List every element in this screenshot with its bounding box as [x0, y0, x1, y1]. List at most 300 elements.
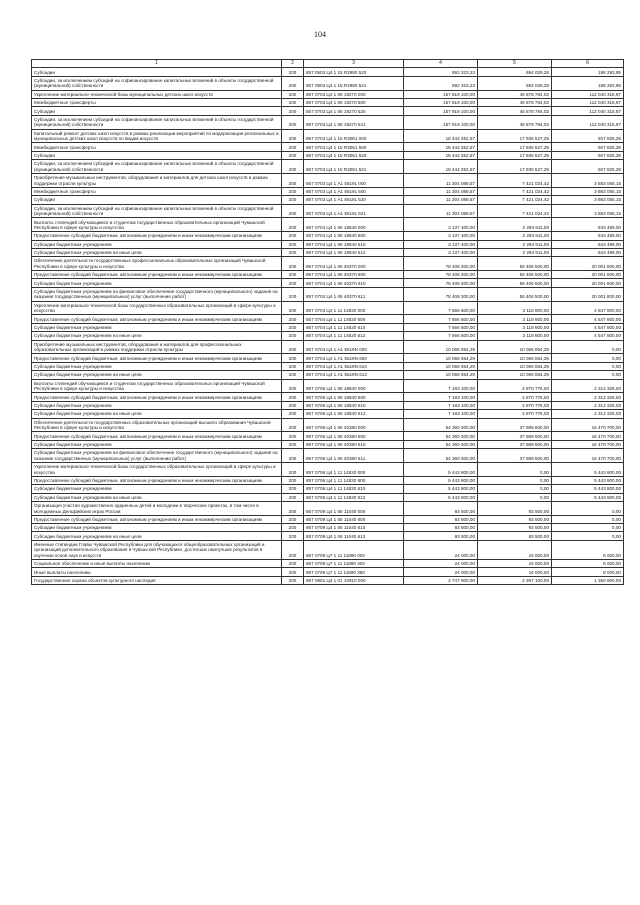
table-row	[32, 362, 624, 370]
table-row	[32, 240, 624, 248]
row-executed-amount-cell: 93 500,00	[478, 515, 552, 523]
row-code-cell: 200	[282, 129, 304, 143]
row-unexecuted-amount-cell: 843 489,00	[552, 232, 624, 240]
row-executed-amount-cell: 16 000,00	[478, 560, 552, 568]
row-code-cell: 200	[282, 279, 304, 287]
row-unexecuted-amount-cell: 0,00	[552, 340, 624, 354]
row-name-cell: Субсидии бюджетным учреждениям	[32, 240, 282, 248]
column-number-2: 2	[282, 60, 304, 68]
row-executed-amount-cell: 3 118 800,00	[478, 301, 552, 315]
row-code-cell: 200	[282, 371, 304, 379]
row-approved-amount-cell: 54 360 300,00	[404, 440, 478, 448]
row-approved-amount-cell: 5 443 800,00	[404, 462, 478, 476]
row-approved-amount-cell: 93 500,00	[404, 524, 478, 532]
row-executed-amount-cell: 37 889 600,00	[478, 432, 552, 440]
row-code-cell: 200	[282, 287, 304, 301]
row-budget-classification-cell: 857 0704 Ц4 1 06 18840 610	[304, 240, 404, 248]
row-unexecuted-amount-cell: 5 443 800,00	[552, 462, 624, 476]
table-row	[32, 476, 624, 484]
row-budget-classification-cell: 857 0703 Ц4 1 А1 5519L 500	[304, 187, 404, 195]
row-budget-classification-cell: 857 0801 Ц4 1 01 10910 000	[304, 576, 404, 584]
table-row	[32, 418, 624, 432]
row-unexecuted-amount-cell: 843 489,00	[552, 248, 624, 256]
table-row	[32, 248, 624, 256]
row-code-cell: 200	[282, 204, 304, 218]
row-code-cell: 200	[282, 332, 304, 340]
table-row	[32, 485, 624, 493]
row-approved-amount-cell: 10 066 064,29	[404, 362, 478, 370]
row-unexecuted-amount-cell: 20 001 800,00	[552, 279, 624, 287]
row-code-cell: 200	[282, 218, 304, 232]
row-budget-classification-cell: 857 0703 Ц4 1 06 19270 521	[304, 115, 404, 129]
row-approved-amount-cell: 10 066 064,29	[404, 371, 478, 379]
row-approved-amount-cell: 5 443 800,00	[404, 476, 478, 484]
row-executed-amount-cell: 58 406 500,00	[478, 271, 552, 279]
row-approved-amount-cell: 7 666 600,00	[404, 315, 478, 323]
row-executed-amount-cell: 3 118 800,00	[478, 332, 552, 340]
row-name-cell: Предоставление субсидий бюджетным, автономным учреждениям и иным некоммерческим организациям	[32, 515, 282, 523]
row-approved-amount-cell: 78 408 300,00	[404, 279, 478, 287]
table-row	[32, 532, 624, 540]
row-name-cell: Выплаты стипендий обучающимся и студентам государственных образовательных организаций Чувашской Республики в сфере культуры и искусства	[32, 218, 282, 232]
row-executed-amount-cell: 58 406 500,00	[478, 287, 552, 301]
row-executed-amount-cell: 93 500,00	[478, 524, 552, 532]
row-unexecuted-amount-cell: 16 470 700,00	[552, 432, 624, 440]
row-executed-amount-cell: 4 870 775,00	[478, 379, 552, 393]
row-approved-amount-cell: 93 500,00	[404, 515, 478, 523]
row-code-cell: 200	[282, 196, 304, 204]
row-name-cell: Обеспечение деятельности государственных профессиональных образовательных организаций Чувашской Республики в сфере культуры и искусства	[32, 257, 282, 271]
row-code-cell: 200	[282, 410, 304, 418]
row-unexecuted-amount-cell: 4 547 800,00	[552, 323, 624, 331]
row-approved-amount-cell: 10 066 064,29	[404, 354, 478, 362]
row-name-cell: Субсидии, за исключением субсидий на софинансирование капитальных вложений в объекты государственной (муниципальной) собственности	[32, 160, 282, 174]
row-budget-classification-cell: 857 0709 Ц7 1 11 11890 300	[304, 560, 404, 568]
row-unexecuted-amount-cell: 843 489,00	[552, 218, 624, 232]
row-executed-amount-cell: 37 889 600,00	[478, 418, 552, 432]
row-code-cell: 200	[282, 76, 304, 90]
row-approved-amount-cell: 78 408 300,00	[404, 257, 478, 271]
column-number-header-row	[32, 60, 624, 68]
row-approved-amount-cell: 24 000,00	[404, 568, 478, 576]
row-approved-amount-cell: 11 304 089,57	[404, 173, 478, 187]
row-code-cell: 200	[282, 257, 304, 271]
row-approved-amount-cell: 18 444 352,57	[404, 151, 478, 159]
column-number-3: 3	[304, 60, 404, 68]
row-approved-amount-cell: 18 444 352,57	[404, 160, 478, 174]
table-row	[32, 524, 624, 532]
row-executed-amount-cell: 694 029,28	[478, 76, 552, 90]
row-name-cell: Укрепление материально-технической базы муниципальных детских школ искусств	[32, 90, 282, 98]
table-row	[32, 76, 624, 90]
row-code-cell: 200	[282, 540, 304, 559]
row-name-cell: Предоставление субсидий бюджетным, автономным учреждениям и иным некоммерческим организациям	[32, 271, 282, 279]
row-approved-amount-cell: 7 666 600,00	[404, 323, 478, 331]
row-code-cell: 200	[282, 232, 304, 240]
row-name-cell: Капитальный ремонт детских школ искусств в рамках реализации мероприятий по модернизации региональных и муниципальных детских школ искусств по видам искусств	[32, 129, 282, 143]
table-row	[32, 160, 624, 174]
table-row	[32, 232, 624, 240]
row-unexecuted-amount-cell: 3 883 065,15	[552, 173, 624, 187]
row-name-cell: Субсидии	[32, 151, 282, 159]
row-executed-amount-cell: 58 406 500,00	[478, 279, 552, 287]
row-name-cell: Субсидии, за исключением субсидий на софинансирование капитальных вложений в объекты государственной (муниципальной) собственности	[32, 76, 282, 90]
row-approved-amount-cell: 5 443 800,00	[404, 485, 478, 493]
row-budget-classification-cell: 857 0703 Ц4 1 15 R3061 500	[304, 143, 404, 151]
row-approved-amount-cell: 3 137 400,00	[404, 218, 478, 232]
row-unexecuted-amount-cell: 8 000,00	[552, 540, 624, 559]
row-budget-classification-cell: 857 0703 Ц4 1 15 R3061 520	[304, 151, 404, 159]
row-executed-amount-cell: 16 000,00	[478, 568, 552, 576]
row-budget-classification-cell: 857 0703 Ц4 1 06 19270 000	[304, 90, 404, 98]
row-budget-classification-cell: 857 0503 Ц4 1 15 R2990 521	[304, 76, 404, 90]
table-row	[32, 143, 624, 151]
row-name-cell: Субсидии бюджетным учреждениям на иные цели	[32, 332, 282, 340]
row-name-cell: Субсидии бюджетным учреждениям на иные цели	[32, 371, 282, 379]
row-approved-amount-cell: 892 323,23	[404, 76, 478, 90]
row-unexecuted-amount-cell: 8 000,00	[552, 560, 624, 568]
row-unexecuted-amount-cell: 2 312 325,00	[552, 379, 624, 393]
row-approved-amount-cell: 54 360 300,00	[404, 449, 478, 463]
row-budget-classification-cell: 857 0704 Ц4 1 06 40370 000	[304, 257, 404, 271]
row-unexecuted-amount-cell: 2 312 325,00	[552, 401, 624, 409]
row-code-cell: 200	[282, 418, 304, 432]
row-approved-amount-cell: 7 183 100,00	[404, 393, 478, 401]
table-row	[32, 107, 624, 115]
row-executed-amount-cell: 2 293 911,00	[478, 240, 552, 248]
row-budget-classification-cell: 857 0703 Ц4 1 15 R3061 000	[304, 129, 404, 143]
row-code-cell: 200	[282, 501, 304, 515]
row-executed-amount-cell: 93 500,00	[478, 532, 552, 540]
row-budget-classification-cell: 857 0704 Ц4 1 06 18840 600	[304, 232, 404, 240]
row-executed-amount-cell: 10 066 064,29	[478, 354, 552, 362]
row-budget-classification-cell: 857 0703 Ц4 1 А1 5519L 521	[304, 204, 404, 218]
row-name-cell: Именные стипендии Главы Чувашской Республики для обучающихся общеобразовательных организаций и организаций дополнительного образования в Чувашской Республике, достигших наилучших результатов в изучении основ наук и искусств	[32, 540, 282, 559]
row-code-cell: 200	[282, 143, 304, 151]
row-budget-classification-cell: 857 0706 Ц4 1 06 40380 610	[304, 440, 404, 448]
row-executed-amount-cell: 4 870 775,00	[478, 410, 552, 418]
row-executed-amount-cell: 0,00	[478, 485, 552, 493]
row-budget-classification-cell: 857 0704 Ц4 1 11 14820 610	[304, 323, 404, 331]
row-unexecuted-amount-cell: 2 312 325,00	[552, 393, 624, 401]
table-row	[32, 515, 624, 523]
table-row	[32, 410, 624, 418]
row-code-cell: 200	[282, 187, 304, 195]
row-name-cell: Субсидии, за исключением субсидий на софинансирование капитальных вложений в объекты государственной (муниципальной) собственности	[32, 204, 282, 218]
row-executed-amount-cell: 2 293 911,00	[478, 248, 552, 256]
row-budget-classification-cell: 857 0503 Ц4 1 15 R2990 520	[304, 68, 404, 76]
row-name-cell: Субсидии бюджетным учреждениям	[32, 279, 282, 287]
row-name-cell: Приобретение музыкальных инструментов, оборудования и материалов для детских школ искусств в рамках поддержки отрасли культуры	[32, 173, 282, 187]
row-unexecuted-amount-cell: 1 350 800,00	[552, 576, 624, 584]
row-name-cell: Субсидии бюджетным учреждениям на иные цели	[32, 410, 282, 418]
row-code-cell: 200	[282, 354, 304, 362]
row-name-cell: Субсидии бюджетным учреждениям	[32, 485, 282, 493]
table-row	[32, 340, 624, 354]
row-budget-classification-cell: 857 0704 Ц4 1 06 18840 612	[304, 248, 404, 256]
row-code-cell: 200	[282, 524, 304, 532]
row-approved-amount-cell: 7 666 600,00	[404, 332, 478, 340]
row-budget-classification-cell: 857 0706 Ц4 1 06 40380 000	[304, 418, 404, 432]
row-unexecuted-amount-cell: 3 883 065,15	[552, 196, 624, 204]
row-budget-classification-cell: 857 0706 Ц4 1 11 14820 610	[304, 485, 404, 493]
row-code-cell: 200	[282, 362, 304, 370]
row-code-cell: 200	[282, 151, 304, 159]
row-executed-amount-cell: 4 870 775,00	[478, 393, 552, 401]
row-code-cell: 200	[282, 315, 304, 323]
row-name-cell: Приобретение музыкальных инструментов, оборудования и материалов для профессиональных образовательных организаций в рамках поддержки отрасли культуры	[32, 340, 282, 354]
row-budget-classification-cell: 857 0706 Ц4 1 06 40380 611	[304, 449, 404, 463]
row-budget-classification-cell: 857 0709 Ц7 1 11 11890 000	[304, 540, 404, 559]
row-code-cell: 200	[282, 173, 304, 187]
table-row	[32, 462, 624, 476]
row-executed-amount-cell: 10 066 064,29	[478, 362, 552, 370]
table-row	[32, 287, 624, 301]
row-unexecuted-amount-cell: 507 825,28	[552, 151, 624, 159]
table-row	[32, 204, 624, 218]
row-code-cell: 200	[282, 160, 304, 174]
row-budget-classification-cell: 857 0704 Ц4 1 06 40370 610	[304, 279, 404, 287]
row-name-cell: Межбюджетные трансферты	[32, 187, 282, 195]
row-approved-amount-cell: 157 919 100,00	[404, 115, 478, 129]
row-unexecuted-amount-cell: 0,00	[552, 371, 624, 379]
row-approved-amount-cell: 3 137 400,00	[404, 232, 478, 240]
row-executed-amount-cell: 93 500,00	[478, 501, 552, 515]
table-row	[32, 493, 624, 501]
table-row	[32, 568, 624, 576]
row-code-cell: 200	[282, 90, 304, 98]
row-budget-classification-cell: 857 0704 Ц4 1 А1 5519N 000	[304, 340, 404, 354]
row-executed-amount-cell: 2 397 100,00	[478, 576, 552, 584]
row-executed-amount-cell: 17 936 527,29	[478, 129, 552, 143]
row-approved-amount-cell: 24 000,00	[404, 560, 478, 568]
row-executed-amount-cell: 0,00	[478, 493, 552, 501]
row-executed-amount-cell: 4 870 775,00	[478, 401, 552, 409]
row-approved-amount-cell: 7 183 100,00	[404, 410, 478, 418]
row-budget-classification-cell: 857 0704 Ц4 1 06 40370 611	[304, 287, 404, 301]
row-code-cell: 200	[282, 271, 304, 279]
row-name-cell: Предоставление субсидий бюджетным, автономным учреждениям и иным некоммерческим организациям	[32, 354, 282, 362]
row-executed-amount-cell: 17 936 527,29	[478, 160, 552, 174]
row-code-cell: 200	[282, 485, 304, 493]
table-row	[32, 354, 624, 362]
row-code-cell: 200	[282, 560, 304, 568]
row-unexecuted-amount-cell: 112 040 315,97	[552, 98, 624, 106]
row-code-cell: 200	[282, 240, 304, 248]
row-approved-amount-cell: 3 137 400,00	[404, 240, 478, 248]
row-unexecuted-amount-cell: 4 547 800,00	[552, 332, 624, 340]
row-budget-classification-cell: 857 0704 Ц4 1 06 40370 600	[304, 271, 404, 279]
table-row	[32, 90, 624, 98]
table-row	[32, 315, 624, 323]
row-approved-amount-cell: 157 919 100,00	[404, 90, 478, 98]
row-unexecuted-amount-cell: 16 470 700,00	[552, 449, 624, 463]
row-approved-amount-cell: 54 360 300,00	[404, 418, 478, 432]
row-unexecuted-amount-cell: 112 040 315,97	[552, 107, 624, 115]
table-row	[32, 379, 624, 393]
row-unexecuted-amount-cell: 20 001 800,00	[552, 271, 624, 279]
row-approved-amount-cell: 3 747 900,00	[404, 576, 478, 584]
row-name-cell: Предоставление субсидий бюджетным, автономным учреждениям и иным некоммерческим организациям	[32, 232, 282, 240]
row-name-cell: Выплаты стипендий обучающимся и студентам государственных образовательных организаций Чувашской Республики в сфере культуры и искусства	[32, 379, 282, 393]
row-executed-amount-cell: 2 293 911,00	[478, 232, 552, 240]
row-executed-amount-cell: 58 406 500,00	[478, 257, 552, 271]
row-code-cell: 200	[282, 98, 304, 106]
table-row	[32, 371, 624, 379]
row-budget-classification-cell: 857 0706 Ц4 1 06 18840 610	[304, 401, 404, 409]
column-number-5: 5	[478, 60, 552, 68]
row-name-cell: Субсидии бюджетным учреждениям на финансовое обеспечение государственного (муниципального) задания на оказание государственных (муниципальных) услуг (выполнение работ)	[32, 287, 282, 301]
row-budget-classification-cell: 857 0709 Ц4 1 06 11040 610	[304, 524, 404, 532]
row-executed-amount-cell: 694 029,28	[478, 68, 552, 76]
table-row	[32, 501, 624, 515]
row-approved-amount-cell: 3 137 400,00	[404, 248, 478, 256]
table-row	[32, 271, 624, 279]
row-name-cell: Субсидии бюджетным учреждениям на иные цели	[32, 532, 282, 540]
row-code-cell: 200	[282, 115, 304, 129]
row-budget-classification-cell: 857 0703 Ц4 1 15 R3061 521	[304, 160, 404, 174]
row-approved-amount-cell: 54 360 300,00	[404, 432, 478, 440]
row-name-cell: Субсидии бюджетным учреждениям	[32, 362, 282, 370]
row-executed-amount-cell: 45 878 784,03	[478, 98, 552, 106]
table-row	[32, 279, 624, 287]
row-executed-amount-cell: 3 118 800,00	[478, 323, 552, 331]
row-name-cell: Предоставление субсидий бюджетным, автономным учреждениям и иным некоммерческим организациям	[32, 432, 282, 440]
row-budget-classification-cell: 857 0709 Ц4 1 06 11040 000	[304, 501, 404, 515]
row-name-cell: Предоставление субсидий бюджетным, автономным учреждениям и иным некоммерческим организациям	[32, 393, 282, 401]
row-code-cell: 200	[282, 493, 304, 501]
row-name-cell: Государственная охрана объектов культурного наследия	[32, 576, 282, 584]
row-approved-amount-cell: 11 304 089,57	[404, 187, 478, 195]
column-number-4: 4	[404, 60, 478, 68]
row-approved-amount-cell: 93 500,00	[404, 532, 478, 540]
row-unexecuted-amount-cell: 20 001 800,00	[552, 287, 624, 301]
row-name-cell: Межбюджетные трансферты	[32, 98, 282, 106]
row-budget-classification-cell: 857 0706 Ц4 1 06 18840 612	[304, 410, 404, 418]
row-budget-classification-cell: 857 0703 Ц4 1 06 19270 500	[304, 98, 404, 106]
row-budget-classification-cell: 857 0704 Ц4 1 06 18840 000	[304, 218, 404, 232]
table-row	[32, 432, 624, 440]
budget-execution-table	[31, 59, 624, 585]
row-budget-classification-cell: 857 0709 Ц4 1 06 11040 600	[304, 515, 404, 523]
row-unexecuted-amount-cell: 843 489,00	[552, 240, 624, 248]
row-budget-classification-cell: 857 0704 Ц4 1 11 14820 612	[304, 332, 404, 340]
row-approved-amount-cell: 11 304 089,57	[404, 204, 478, 218]
row-name-cell: Субсидии бюджетным учреждениям	[32, 524, 282, 532]
row-approved-amount-cell: 93 500,00	[404, 501, 478, 515]
row-approved-amount-cell: 78 408 300,00	[404, 287, 478, 301]
row-code-cell: 200	[282, 107, 304, 115]
row-budget-classification-cell: 857 0706 Ц4 1 11 14820 612	[304, 493, 404, 501]
row-code-cell: 200	[282, 68, 304, 76]
table-row	[32, 115, 624, 129]
row-name-cell: Организация участия художественно одаренных детей и молодежи в творческих проектах, в том числе в молодежных Дельфийских играх России	[32, 501, 282, 515]
row-unexecuted-amount-cell: 3 883 065,15	[552, 187, 624, 195]
row-code-cell: 200	[282, 248, 304, 256]
row-code-cell: 200	[282, 462, 304, 476]
row-code-cell: 200	[282, 532, 304, 540]
row-budget-classification-cell: 857 0709 Ц4 1 06 11040 612	[304, 532, 404, 540]
row-name-cell: Субсидии бюджетным учреждениям	[32, 401, 282, 409]
row-executed-amount-cell: 7 421 024,42	[478, 204, 552, 218]
row-approved-amount-cell: 7 666 600,00	[404, 301, 478, 315]
row-approved-amount-cell: 18 444 352,57	[404, 143, 478, 151]
table-row	[32, 151, 624, 159]
row-approved-amount-cell: 7 183 100,00	[404, 401, 478, 409]
row-approved-amount-cell: 7 183 100,00	[404, 379, 478, 393]
table-body	[32, 60, 624, 585]
row-approved-amount-cell: 78 408 300,00	[404, 271, 478, 279]
row-unexecuted-amount-cell: 0,00	[552, 354, 624, 362]
row-unexecuted-amount-cell: 507 825,28	[552, 129, 624, 143]
row-unexecuted-amount-cell: 112 040 315,97	[552, 115, 624, 129]
table-row	[32, 173, 624, 187]
row-approved-amount-cell: 157 919 100,00	[404, 107, 478, 115]
row-code-cell: 200	[282, 379, 304, 393]
table-row	[32, 540, 624, 559]
row-executed-amount-cell: 45 878 784,03	[478, 107, 552, 115]
row-unexecuted-amount-cell: 198 293,95	[552, 68, 624, 76]
row-executed-amount-cell: 7 421 024,42	[478, 196, 552, 204]
row-name-cell: Субсидии, за исключением субсидий на софинансирование капитальных вложений в объекты государственной (муниципальной) собственности	[32, 115, 282, 129]
row-code-cell: 200	[282, 323, 304, 331]
row-name-cell: Субсидии бюджетным учреждениям	[32, 323, 282, 331]
row-unexecuted-amount-cell: 20 001 800,00	[552, 257, 624, 271]
row-budget-classification-cell: 857 0704 Ц4 1 А1 5519N 612	[304, 371, 404, 379]
row-approved-amount-cell: 892 323,23	[404, 68, 478, 76]
row-code-cell: 200	[282, 576, 304, 584]
row-budget-classification-cell: 857 0703 Ц4 1 06 19270 520	[304, 107, 404, 115]
row-unexecuted-amount-cell: 0,00	[552, 515, 624, 523]
row-unexecuted-amount-cell: 5 443 800,00	[552, 476, 624, 484]
row-budget-classification-cell: 857 0703 Ц4 1 А1 5519L 000	[304, 173, 404, 187]
row-unexecuted-amount-cell: 0,00	[552, 532, 624, 540]
table-row	[32, 196, 624, 204]
row-name-cell: Субсидии	[32, 107, 282, 115]
row-budget-classification-cell: 857 0706 Ц4 1 06 18840 000	[304, 379, 404, 393]
table-row	[32, 332, 624, 340]
row-budget-classification-cell: 857 0706 Ц4 1 11 14820 000	[304, 462, 404, 476]
row-code-cell: 200	[282, 476, 304, 484]
table-row	[32, 98, 624, 106]
row-name-cell: Субсидии	[32, 196, 282, 204]
row-unexecuted-amount-cell: 8 000,00	[552, 568, 624, 576]
row-code-cell: 200	[282, 301, 304, 315]
row-budget-classification-cell: 857 0703 Ц4 1 А1 5519L 520	[304, 196, 404, 204]
row-executed-amount-cell: 16 000,00	[478, 540, 552, 559]
row-executed-amount-cell: 2 293 911,00	[478, 218, 552, 232]
row-executed-amount-cell: 17 936 527,29	[478, 143, 552, 151]
row-name-cell: Субсидии бюджетным учреждениям на иные цели	[32, 493, 282, 501]
row-name-cell: Субсидии бюджетным учреждениям на финансовое обеспечение государственного (муниципального) задания на оказание государственных (муниципальных) услуг (выполнение работ)	[32, 449, 282, 463]
row-unexecuted-amount-cell: 0,00	[552, 501, 624, 515]
table-row	[32, 129, 624, 143]
row-name-cell: Субсидии бюджетным учреждениям	[32, 440, 282, 448]
row-budget-classification-cell: 857 0709 Ц7 1 11 11890 360	[304, 568, 404, 576]
row-executed-amount-cell: 10 066 064,29	[478, 371, 552, 379]
row-budget-classification-cell: 857 0706 Ц4 1 11 14820 600	[304, 476, 404, 484]
row-unexecuted-amount-cell: 112 040 315,97	[552, 90, 624, 98]
row-name-cell: Иные выплаты населению	[32, 568, 282, 576]
table-row	[32, 68, 624, 76]
row-budget-classification-cell: 857 0706 Ц4 1 06 40380 600	[304, 432, 404, 440]
row-code-cell: 200	[282, 568, 304, 576]
row-approved-amount-cell: 10 066 064,29	[404, 340, 478, 354]
row-name-cell: Субсидии	[32, 68, 282, 76]
row-executed-amount-cell: 0,00	[478, 462, 552, 476]
column-number-6: 6	[552, 60, 624, 68]
row-unexecuted-amount-cell: 3 883 065,15	[552, 204, 624, 218]
